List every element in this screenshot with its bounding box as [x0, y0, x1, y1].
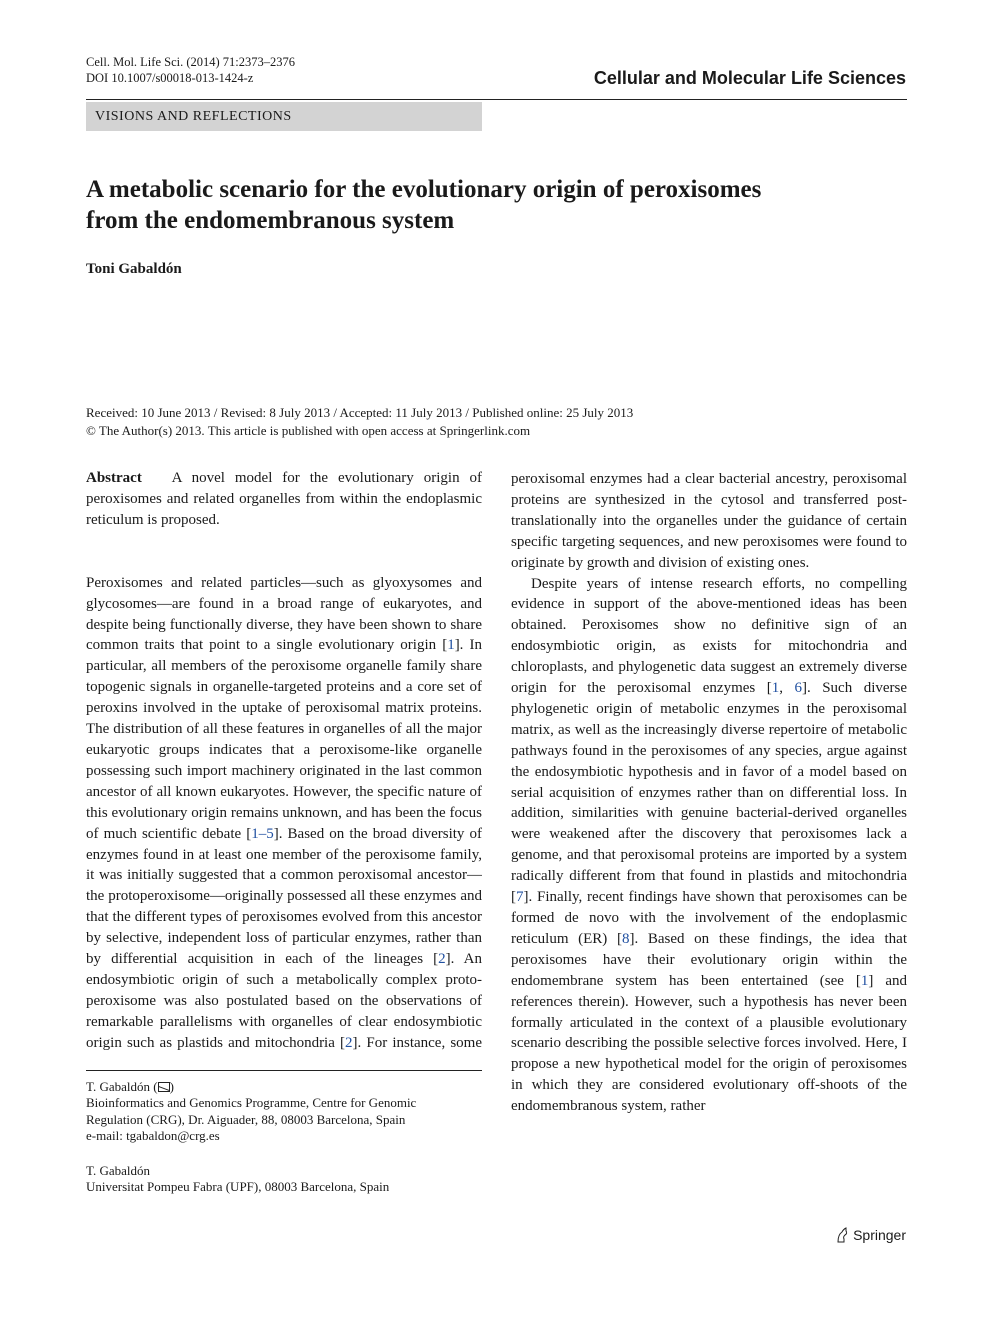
- body-paragraph-2: Despite years of intense research efforts, no compelling evidence in support of the above-mentioned ideas has been obtained. Peroxisomes show no definitive sign of an endosymbiotic origin, as exists for mitochondria and chloroplasts, and phylogenetic data suggest an extremely diverse origin for the peroxisomal enzymes [1, 6]. Such diverse phylogenetic origin of metabolic enzymes in the peroxisomal matrix, as well as the increasingly diverse repertoire of metabolic pathways found in the peroxisomes of any species, argue against the endosymbiotic hypothesis and in favor of a model based on serial acquisition of enzymes rather than on differential loss. In addition, similarities with genuine bacterial-derived organelles were weakened after the discovery that peroxisomes lack a genome, and that peroxisomal proteins are imported by a system radically different from that found in plastids and mitochondria [7]. Finally, recent findings have shown that peroxisomes can be formed de novo with the involvement of the endoplasmic reticulum (ER) [8]. Based on these findings, the idea that peroxisomes have their evolutionary origin within the endomembrane system has been entertained (see [1] and references therein). However, such a hypothesis has never been formally articulated in the context of a plausible evolutionary scenario describing the possible selective forces involved. Here, I propose a new hypothetical model for the origin of peroxisomes in which they are considered evolutionary off-shoots of the endomembranous system, rather: [511, 575, 907, 1115]
- citation-link[interactable]: 2: [345, 1034, 353, 1051]
- section-label: VISIONS AND REFLECTIONS: [86, 102, 482, 131]
- abstract-text: A novel model for the evolutionary origin of peroxisomes and related organelles from within the endoplasmic reticulum is proposed.: [86, 470, 482, 528]
- author-name: Toni Gabaldón: [86, 261, 182, 277]
- author-email[interactable]: e-mail: tgabaldon@crg.es: [86, 1127, 220, 1143]
- article-history: [86, 404, 633, 440]
- right-column: [511, 468, 907, 1198]
- citation-link[interactable]: 8: [621, 930, 630, 947]
- author-footnote-name: T. Gabaldón: [86, 1163, 151, 1178]
- citation-line: Cell. Mol. Life Sci. (2014) 71:2373–2376: [86, 55, 296, 69]
- citation-link[interactable]: 1: [447, 637, 455, 654]
- header-rule: [86, 99, 907, 100]
- citation-link[interactable]: 1: [771, 680, 780, 697]
- article-title: [86, 174, 886, 236]
- citation-link[interactable]: 1: [860, 972, 869, 989]
- doi-line: DOI 10.1007/s00018-013-1424-z: [86, 71, 254, 85]
- citation-link[interactable]: 7: [516, 889, 524, 906]
- title-line-1: A metabolic scenario for the evolutionary origin of peroxisomes: [86, 176, 762, 203]
- author-affiliation-2: [86, 1163, 482, 1196]
- envelope-icon[interactable]: [158, 1082, 170, 1092]
- copyright-line: © The Author(s) 2013. This article is published with open access at Springerlink.com: [86, 423, 531, 438]
- body-paragraph-1: Peroxisomes and related particles—such as glyoxysomes and glycosomes—are found in a broad range of eukaryotes, and despite being functionally diverse, they have been shown to share common traits that point to a single evolutionary origin [1]. In particular, all members of the peroxisome organelle family share topogenic signals in organelle-targeted proteins and a core set of peroxins involved in the uptake of peroxisomal matrix proteins. The distribution of all these features in organelles of all the major eukaryotic groups indicates that a peroxisome-like organelle possessing such import machinery originated in the last common ancestor of all known eukaryotes. However, the specific nature of this evolutionary origin remains unknown, and has been the focus of much scientific debate [1–5]. Based on the broad diversity of enzymes found in at least one member of the peroxisome family, it was initially suggested that a common peroxisomal ancestor—the protoperoxisome—originally possessed all these enzymes and that the different types of peroxisomes evolved from this ancestor by selective, independent loss of particular enzymes, rather than by differential acquisition in each of the lineages [2]. An endosymbiotic origin of such a metabolically complex proto-peroxisome was also postulated based on the observations of remarkable parallelisms with organelles of clear endosymbiotic origin such as plastids and mitochondria [2]. For instance, some: [86, 574, 482, 1051]
- publisher-logo: [835, 1227, 906, 1243]
- journal-name: Cellular and Molecular Life Sciences: [593, 68, 906, 88]
- affiliation-line: Universitat Pompeu Fabra (UPF), 08003 Barcelona, Spain: [86, 1179, 390, 1195]
- citation-link[interactable]: 1–5: [251, 825, 274, 842]
- footnote-rule: [86, 1070, 482, 1071]
- title-line-2: from the endomembranous system: [86, 207, 455, 234]
- body-paragraph-1-continued: peroxisomal enzymes had a clear bacterial ancestry, peroxisomal proteins are synthesized in the cytosol and transferred post-translationally into the organelles under the guidance of certain specific targeting sequences, and new peroxisomes were found to originate by growth and division of existing ones.: [511, 470, 907, 571]
- left-column: [86, 468, 482, 1051]
- citation-link[interactable]: 6: [794, 680, 802, 697]
- author-affiliation-1: T. Gabaldón ( ) Bioinformatics and Genomics Programme, Centre for Genomic Regulation (CRG), Dr. Aiguader, 88, 08003 Barcelona, Spain e-mail: tgabaldon@crg.es: [86, 1079, 482, 1144]
- dates-line: Received: 10 June 2013 / Revised: 8 July 2013 / Accepted: 11 July 2013 / Published online: 25 July 2013: [86, 405, 634, 420]
- publisher-name: Springer: [853, 1227, 906, 1243]
- abstract: [86, 468, 482, 531]
- springer-horse-icon: [835, 1227, 849, 1243]
- citation-link[interactable]: 2: [438, 951, 446, 968]
- abstract-heading: Abstract: [86, 470, 142, 486]
- affiliation-line: Bioinformatics and Genomics Programme, Centre for Genomic: [86, 1095, 417, 1111]
- affiliation-line: Regulation (CRG), Dr. Aiguader, 88, 08003 Barcelona, Spain: [86, 1111, 406, 1127]
- author-footnote-name: T. Gabaldón (: [86, 1079, 158, 1094]
